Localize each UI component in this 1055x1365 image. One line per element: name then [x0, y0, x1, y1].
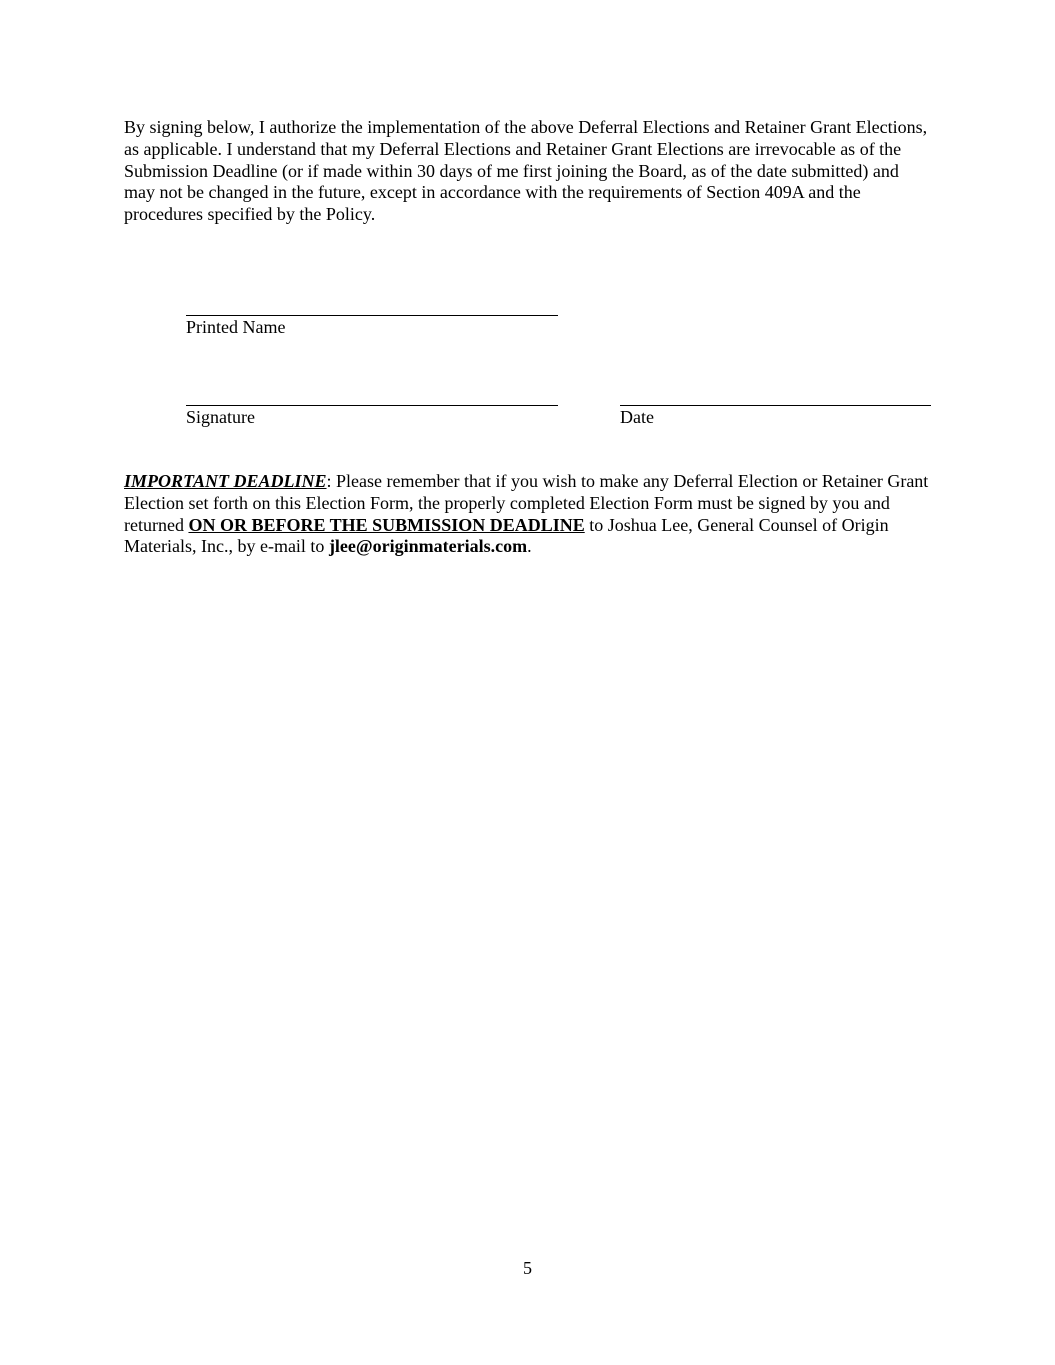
- authorization-paragraph: By signing below, I authorize the implementation of the above Deferral Elections and Retainer Grant Elections, as applicable. I understand that my Deferral Elections and Retainer Grant Elections are irrevocable as of the Submission Deadline (or if made within 30 days of me first joining the Board, as of the date submitted) and may not be changed in the future, except in accordance with the requirements of Section 409A and the procedures specified by the Policy.: [124, 117, 928, 225]
- deadline-text-1: : Please remember that if you wish to make any Deferral Election or Retainer Grant Election set forth on this Election Form, the properly completed Election Form must be signed by you and returned: [124, 471, 929, 535]
- signature-label: Signature: [186, 407, 255, 427]
- printed-name-label: Printed Name: [186, 317, 286, 337]
- contact-email: jlee@originmaterials.com: [328, 536, 528, 557]
- deadline-heading: IMPORTANT DEADLINE: [124, 471, 327, 491]
- page-number: 5: [523, 1258, 532, 1278]
- date-line[interactable]: [620, 405, 931, 406]
- deadline-emphasis: ON OR BEFORE THE SUBMISSION DEADLINE: [188, 514, 585, 535]
- deadline-text-2: to Joshua Lee, General Counsel of Origin Materials, Inc., by e-mail to: [124, 514, 889, 557]
- deadline-text-3: .: [527, 536, 532, 557]
- date-label: Date: [620, 407, 654, 427]
- deadline-notice-paragraph: [124, 471, 934, 558]
